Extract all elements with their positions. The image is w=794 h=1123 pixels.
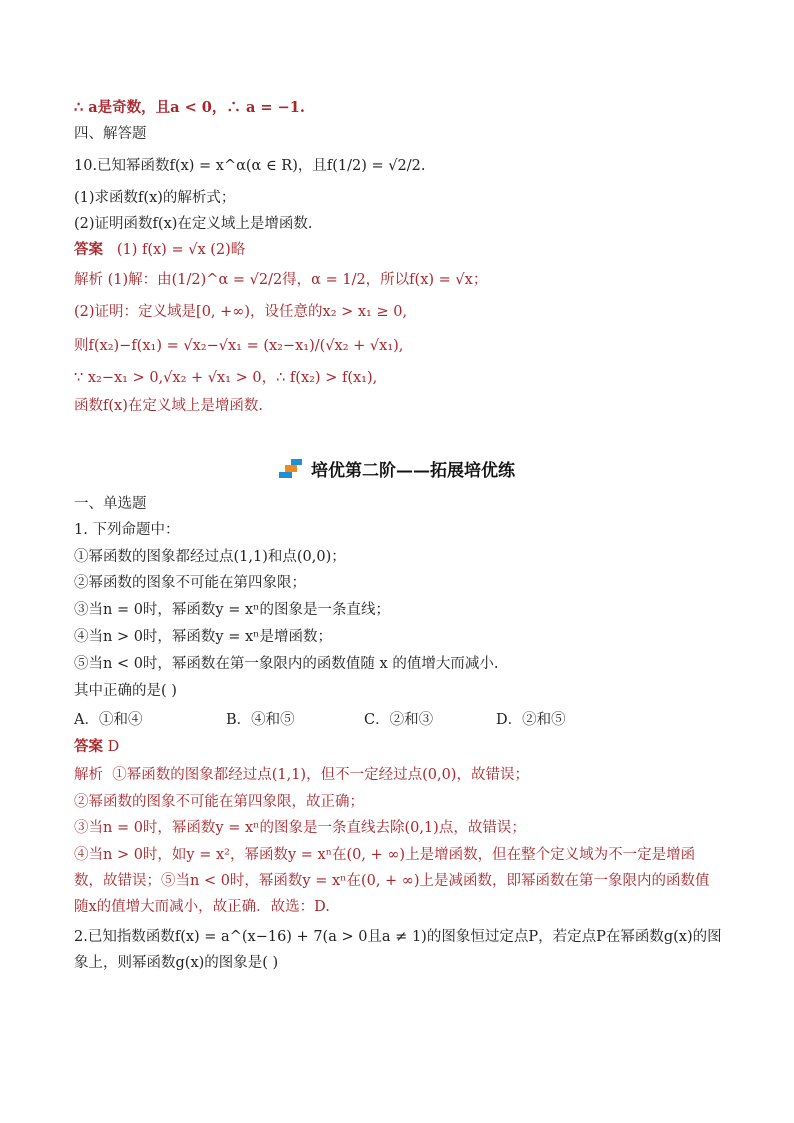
q1-item-4: ④当n > 0时，幂函数y = xⁿ是增函数； <box>74 629 332 645</box>
q10-solution-4: ∵ x₂−x₁ > 0,√x₂ + √x₁ > 0，∴ f(x₂) > f(x₁), <box>74 370 378 386</box>
q1-option-c: C．②和③ <box>364 712 434 728</box>
q10-stem: 10.已知幂函数f(x) = x^α(α ∈ R)，且f(1/2) = √2/2. <box>74 158 426 174</box>
section-banner <box>0 456 794 481</box>
section-banner-title: 培优第二阶——拓展培优练 <box>311 461 515 481</box>
q10-solution-1 <box>74 270 487 290</box>
answer-label: 答案 <box>74 738 103 755</box>
q1-solution-2: ②幂函数的图象不可能在第四象限，故正确； <box>74 794 364 810</box>
q10-part1: (1)求函数f(x)的解析式； <box>74 190 236 206</box>
q10-answer-row <box>74 240 245 260</box>
q1-item-5: ⑤当n < 0时，幂函数在第一象限内的函数值随 x 的值增大而减小. <box>74 656 499 672</box>
solution-label: 解析 <box>74 272 103 288</box>
q1-item-3: ③当n = 0时，幂函数y = xⁿ的图象是一条直线； <box>74 602 390 618</box>
q1-solution-4: ④当n > 0时，如y = x²，幂函数y = xⁿ在(0, + ∞)上是增函数，但在整个定义域为不一定是增函数，故错误；⑤当n < 0时，幂函数y = xⁿ在(0, + ∞)上是减函数，即幂函数在第一象限内的函数值随x的值增大而减小，故正确．故选：D. <box>74 847 710 915</box>
solution-label: 解析 <box>74 767 103 783</box>
carryover-answer-line: ∴ a是奇数，且a < 0，∴ a = −1. <box>74 99 305 116</box>
section-heading-solve: 四、解答题 <box>74 126 147 142</box>
q1-stem: 1. 下列命题中： <box>74 522 180 538</box>
q1-ask: 其中正确的是( ) <box>74 683 177 699</box>
q1-solution-1 <box>74 765 529 785</box>
q1-option-d: D．②和⑤ <box>496 712 566 728</box>
q1-solution-text-1: ①幂函数的图象都经过点(1,1)，但不一定经过点(0,0)，故错误； <box>112 767 529 783</box>
stacked-blocks-icon <box>279 459 303 479</box>
q10-answer-text: (1) f(x) = √x (2)略 <box>116 242 246 258</box>
q1-option-b: B．④和⑤ <box>226 712 295 728</box>
q10-solution-text-1: (1)解：由(1/2)^α = √2/2得，α = 1/2，所以f(x) = √x； <box>107 272 488 288</box>
section-heading-single-choice: 一、单选题 <box>74 496 147 512</box>
answer-label: 答案 <box>74 241 103 258</box>
q1-solution-3: ③当n = 0时，幂函数y = xⁿ的图象是一条直线去除(0,1)点，故错误； <box>74 820 526 836</box>
q1-item-2: ②幂函数的图象不可能在第四象限； <box>74 575 306 591</box>
q1-answer-row <box>74 737 119 757</box>
q1-answer-text: D <box>107 739 120 755</box>
q10-solution-3: 则f(x₂)−f(x₁) = √x₂−√x₁ = (x₂−x₁)/(√x₂ + √x₁), <box>74 338 404 354</box>
q10-solution-5: 函数f(x)在定义域上是增函数. <box>74 398 263 414</box>
q1-option-a: A．①和④ <box>74 712 143 728</box>
q2-stem: 2.已知指数函数f(x) = a^(x−16) + 7(a > 0且a ≠ 1)的图象恒过定点P，若定点P在幂函数g(x)的图象上，则幂函数g(x)的图象是( ) <box>74 929 722 971</box>
q10-solution-2: (2)证明：定义域是[0, +∞)，设任意的x₂ > x₁ ≥ 0, <box>74 304 408 320</box>
q10-part2: (2)证明函数f(x)在定义域上是增函数. <box>74 216 313 232</box>
q1-item-1: ①幂函数的图象都经过点(1,1)和点(0,0)； <box>74 549 346 565</box>
